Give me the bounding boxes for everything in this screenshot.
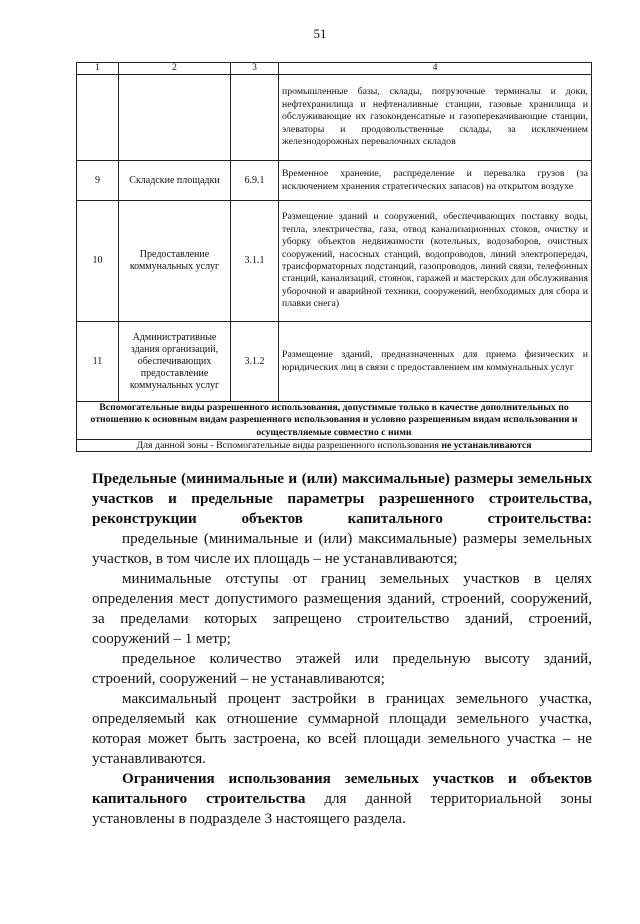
table-header-row bbox=[77, 63, 592, 75]
land-use-table bbox=[76, 62, 592, 452]
auxiliary-note-value: не устанавливаются bbox=[441, 440, 532, 452]
table-row-continuation bbox=[77, 75, 592, 161]
row-code: 6.9.1 bbox=[231, 161, 279, 201]
row-use-name: Складские площадки bbox=[119, 161, 231, 201]
restriction-heading: Ограничения использования земельных участков и объектов капитального строительства bbox=[92, 771, 592, 807]
row-number: 9 bbox=[77, 161, 119, 201]
row-number: 10 bbox=[77, 201, 119, 322]
paragraph-floors: предельное количество этажей или предельную высоту зданий, строений, сооружений – не устанавливаются; bbox=[92, 651, 592, 687]
row-description: Размещение зданий, предназначенных для приема физических и юридических лиц в связи с предоставлением им коммунальных услуг bbox=[279, 322, 592, 402]
row-number: 11 bbox=[77, 322, 119, 402]
auxiliary-heading: Вспомогательные виды разрешенного использования, допустимые только в качестве дополнительных по отношению к основным видам разрешенного использования и условно разрешенным видам использования и осуществляемые совместно с ними bbox=[77, 402, 592, 440]
table-row bbox=[77, 322, 592, 402]
paragraph-restrictions bbox=[92, 769, 592, 829]
auxiliary-note-prefix: Для данной зоны - Вспомогательные виды разрешенного использования bbox=[136, 440, 439, 452]
auxiliary-note bbox=[77, 440, 592, 452]
paragraph-coverage: максимальный процент застройки в границах земельного участка, определяемый как отношение суммарной площади земельного участка, которая может быть застроена, ко всей площади земельного участка – не устанавливаются. bbox=[92, 691, 592, 767]
row-code: 3.1.1 bbox=[231, 201, 279, 322]
page-number: 51 bbox=[313, 26, 327, 41]
auxiliary-note-row bbox=[77, 440, 592, 452]
row-code: 3.1.2 bbox=[231, 322, 279, 402]
table-row bbox=[77, 161, 592, 201]
column-header: 1 bbox=[77, 63, 119, 75]
row-use-name: Предоставление коммунальных услуг bbox=[119, 201, 231, 322]
restriction-text: для данной территориальной зоны установлены в подразделе 3 настоящего раздела. bbox=[92, 791, 592, 827]
auxiliary-heading-row bbox=[77, 402, 592, 440]
table-row bbox=[77, 201, 592, 322]
column-header: 4 bbox=[279, 63, 592, 75]
row-description: Временное хранение, распределение и перевалка грузов (за исключением хранения стратегических запасов) на открытом воздухе bbox=[279, 161, 592, 201]
row-description: промышленные базы, склады, погрузочные терминалы и доки, нефтехранилища и нефтеналивные станции, газовые хранилища и обслуживающие их газоконденсатные и газоперекачивающие станции, элеваторы и продовольственные склады, за исключением железнодорожных перевалочных складов bbox=[279, 75, 592, 161]
column-header: 2 bbox=[119, 63, 231, 75]
row-use-name: Административные здания организаций, обеспечивающих предоставление коммунальных услуг bbox=[119, 322, 231, 402]
row-description: Размещение зданий и сооружений, обеспечивающих поставку воды, тепла, электричества, газа, отвод канализационных стоков, очистку и уборку объектов недвижимости (котельных, водозаборов, очистных сооружений, насосных станций, водопроводов, линий электропередач, трансформаторных подстанций, газопроводов, линий связи, телефонных станций, канализаций, стоянок, гаражей и мастерских для обслуживания уборочной и аварийной техники, сооружений, необходимых для сбора и плавки снега) bbox=[279, 201, 592, 322]
paragraph-plot-sizes: предельные (минимальные и (или) максимальные) размеры земельных участков, в том числе их площадь – не устанавливаются; bbox=[92, 531, 592, 567]
paragraph-setbacks: минимальные отступы от границ земельных участков в целях определения мест допустимого размещения зданий, строений, сооружений, за пределами которых запрещено строительство зданий, строений, сооружений – 1 метр; bbox=[92, 571, 592, 647]
section-body bbox=[92, 529, 592, 829]
column-header: 3 bbox=[231, 63, 279, 75]
section-heading: Предельные (минимальные и (или) максимальные) размеры земельных участков и предельные параметры разрешенного строительства, реконструкции объектов капитального строительства: bbox=[92, 471, 592, 527]
